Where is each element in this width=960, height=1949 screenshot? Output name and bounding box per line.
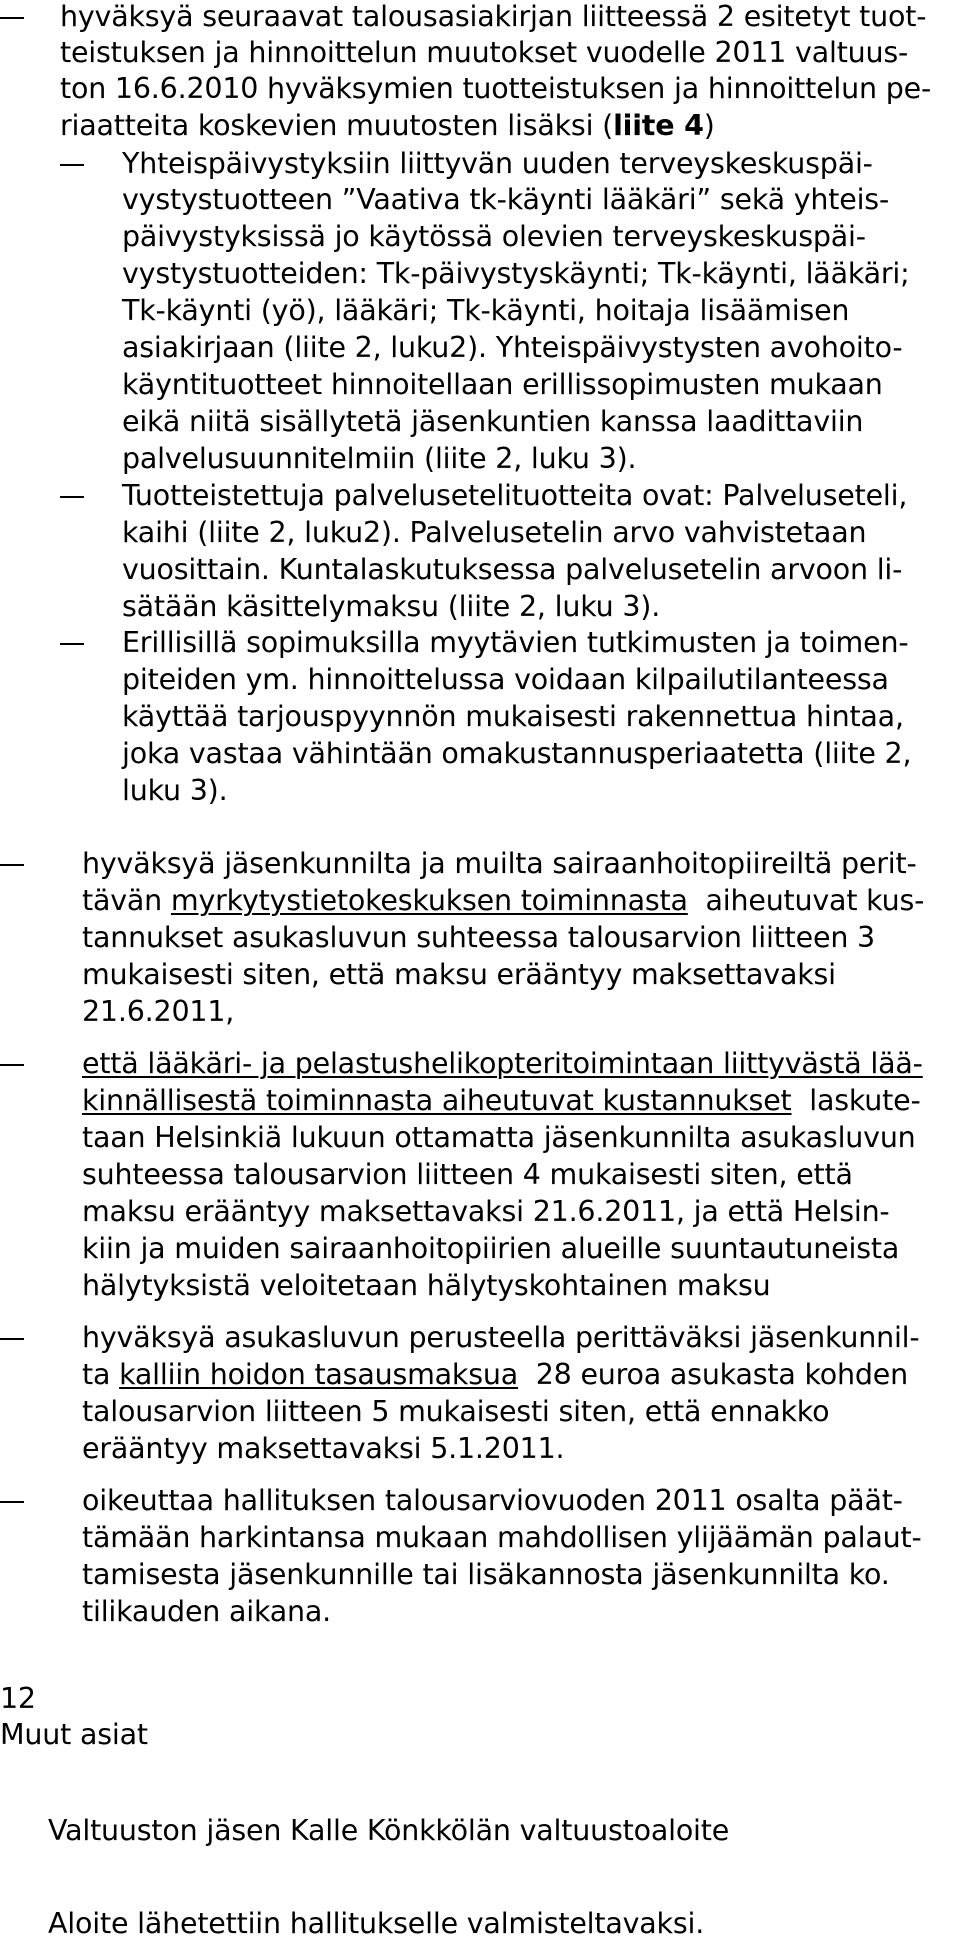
bullet-dash: [0, 864, 24, 866]
text-line: luku 3).: [122, 774, 228, 807]
text-line: kiin ja muiden sairaanhoitopiirien alueille suuntautuneista: [82, 1232, 900, 1265]
text-line: käyntituotteet hinnoitellaan erillissopimusten mukaan: [122, 368, 883, 401]
text-line: asiakirjaan (liite 2, luku2). Yhteispäivystysten avohoito-: [122, 331, 903, 364]
text-line: [60, 107, 715, 145]
section-subject: Valtuuston jäsen Kalle Könkkölän valtuustoaloite: [48, 1814, 730, 1847]
text-span: ta: [82, 1358, 120, 1391]
text-line: tilikauden aikana.: [82, 1595, 332, 1628]
text-span: laskute-: [791, 1084, 921, 1117]
text-line: hyväksyä seuraavat talousasiakirjan liitteessä 2 esitetyt tuot-: [60, 0, 927, 33]
text-line: Tk-käynti (yö), lääkäri; Tk-käynti, hoitaja lisäämisen: [122, 294, 850, 327]
appendix-reference: liite 4: [613, 109, 704, 142]
text-line: palvelusuunnitelmiin (liite 2, luku 3).: [122, 442, 637, 475]
text-line: päivystyksissä jo käytössä olevien terveyskeskuspäi-: [122, 220, 866, 253]
text-line: tamisesta jäsenkunnille tai lisäkannosta jäsenkunnilta ko.: [82, 1558, 890, 1591]
text-line: mukaisesti siten, että maksu erääntyy maksettavaksi: [82, 958, 836, 991]
text-span: ): [703, 109, 715, 142]
text-line: [82, 1356, 908, 1394]
section-number: 12: [0, 1682, 36, 1715]
text-line: Tuotteistettuja palvelusetelituotteita ovat: Palveluseteli,: [122, 479, 908, 512]
text-line: tämään harkintansa mukaan mahdollisen ylijäämän palaut-: [82, 1521, 922, 1554]
text-line: käyttää tarjouspyynnön mukaisesti rakennettua hintaa,: [122, 700, 904, 733]
bullet-dash: [60, 643, 84, 645]
text-line: hälytyksistä veloitetaan hälytyskohtainen maksu: [82, 1269, 771, 1302]
text-line: eikä niitä sisällytetä jäsenkuntien kanssa laadittaviin: [122, 405, 864, 438]
text-line: Yhteispäivystyksiin liittyvän uuden terveyskeskuspäi-: [122, 147, 873, 180]
text-line: hyväksyä asukasluvun perusteella perittäväksi jäsenkunnil-: [82, 1321, 920, 1354]
text-line: sätään käsittelymaksu (liite 2, luku 3).: [122, 590, 661, 623]
text-line: [82, 882, 924, 920]
text-line: taan Helsinkiä lukuun ottamatta jäsenkunnilta asukasluvun: [82, 1121, 916, 1154]
text-line: teistuksen ja hinnoittelun muutokset vuodelle 2011 valtuus-: [60, 36, 909, 69]
text-line: ton 16.6.2010 hyväksymien tuotteistuksen ja hinnoittelun pe-: [60, 72, 932, 105]
text-line: oikeuttaa hallituksen talousarviovuoden 2011 osalta päät-: [82, 1484, 903, 1517]
bullet-dash: [60, 496, 84, 498]
bullet-dash: [0, 17, 24, 19]
underlined-term: kinnällisestä toiminnasta aiheutuvat kustannukset: [82, 1084, 792, 1117]
text-line: vystystuotteiden: Tk-päivystyskäynti; Tk-käynti, lääkäri;: [122, 257, 910, 290]
text-span: riaatteita koskevien muutosten lisäksi (: [60, 109, 614, 142]
bullet-dash: [60, 164, 84, 166]
text-line: Erillisillä sopimuksilla myytävien tutkimusten ja toimen-: [122, 626, 909, 659]
text-span: tävän: [82, 884, 171, 917]
bullet-dash: [0, 1064, 24, 1066]
underlined-term: myrkytystietokeskuksen toiminnasta: [170, 884, 688, 917]
text-line: [82, 1082, 921, 1120]
text-span: 28 euroa asukasta kohden: [518, 1358, 908, 1391]
section-decision: Aloite lähetettiin hallitukselle valmisteltavaksi.: [48, 1907, 705, 1940]
text-line: 21.6.2011,: [82, 995, 235, 1028]
text-line: talousarvion liitteen 5 mukaisesti siten, että ennakko: [82, 1395, 830, 1428]
text-line: erääntyy maksettavaksi 5.1.2011.: [82, 1432, 565, 1465]
text-line: tannukset asukasluvun suhteessa talousarvion liitteen 3: [82, 921, 875, 954]
text-line: kaihi (liite 2, luku2). Palvelusetelin arvo vahvistetaan: [122, 516, 867, 549]
text-line: vuosittain. Kuntalaskutuksessa palvelusetelin arvoon li-: [122, 553, 903, 586]
text-line: vystystuotteen ”Vaativa tk-käynti lääkäri” sekä yhteis-: [122, 183, 890, 216]
text-line: piteiden ym. hinnoittelussa voidaan kilpailutilanteessa: [122, 663, 889, 696]
bullet-dash: [0, 1338, 24, 1340]
bullet-dash: [0, 1501, 24, 1503]
text-line: joka vastaa vähintään omakustannusperiaatetta (liite 2,: [122, 737, 912, 770]
text-line: suhteessa talousarvion liitteen 4 mukaisesti siten, että: [82, 1158, 853, 1191]
text-span: aiheutuvat kus-: [687, 884, 925, 917]
underlined-term: kalliin hoidon tasausmaksua: [119, 1358, 519, 1391]
section-title: Muut asiat: [0, 1718, 148, 1751]
text-line: hyväksyä jäsenkunnilta ja muilta sairaanhoitopiireiltä perit-: [82, 847, 917, 880]
text-line: maksu erääntyy maksettavaksi 21.6.2011, ja että Helsin-: [82, 1195, 890, 1228]
underlined-term: että lääkäri- ja pelastushelikopteritoimintaan liittyvästä lää-: [82, 1047, 923, 1080]
